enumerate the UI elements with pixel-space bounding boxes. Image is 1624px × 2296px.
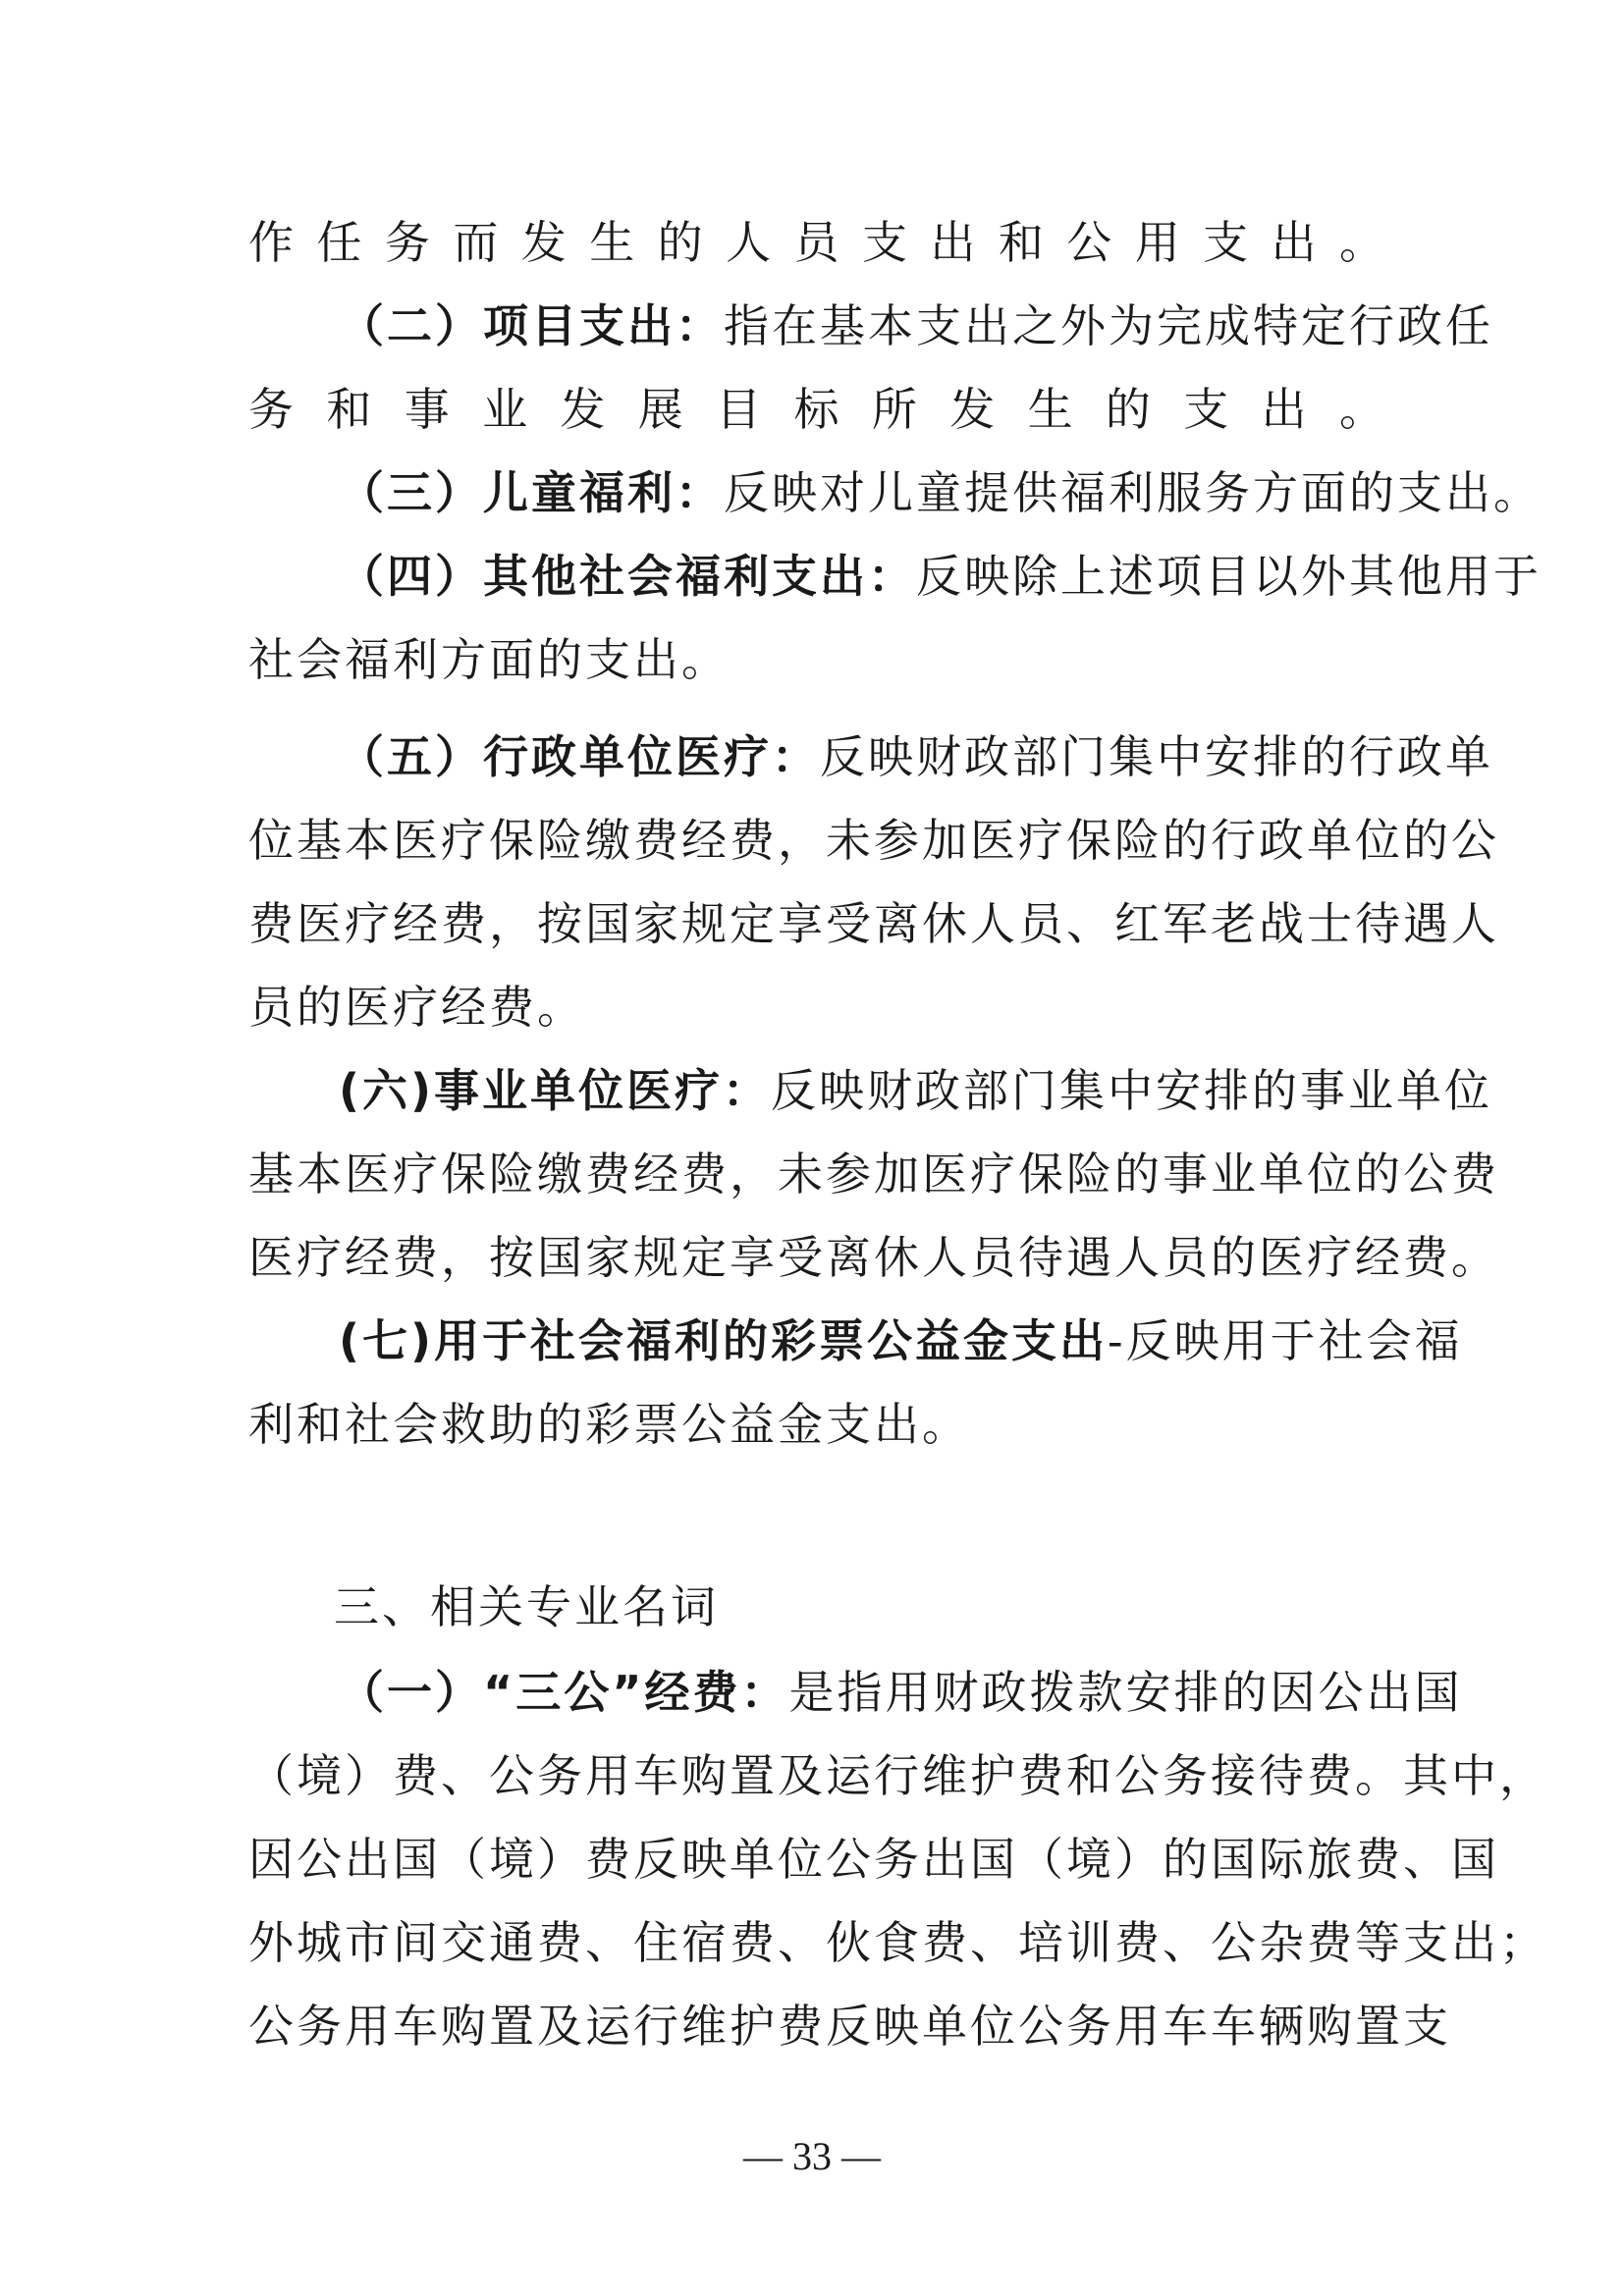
paragraph-line: 因公出国（境）费反映单位公务出国（境）的国际旅费、国 <box>248 1833 1499 1886</box>
paragraph-line: （三）儿童福利：反映对儿童提供福利服务方面的支出。 <box>339 466 1542 519</box>
term-heading: （三）儿童福利： <box>339 466 724 519</box>
paragraph-line: 基本医疗保险缴费经费，未参加医疗保险的事业单位的公费 <box>248 1148 1499 1201</box>
paragraph-line: 作任务而发生的人员支出和公用支出。 <box>248 216 1387 269</box>
paragraph-line: （一）“三公”经费：是指用财政拨款安排的因公出国 <box>339 1666 1463 1719</box>
term-heading: （二）项目支出： <box>339 299 724 352</box>
paragraph-line: 医疗经费，按国家规定享受离休人员待遇人员的医疗经费。 <box>248 1231 1499 1284</box>
paragraph-line: 外城市间交通费、住宿费、伙食费、培训费、公杂费等支出； <box>248 1916 1547 1969</box>
paragraph-line: 公务用车购置及运行维护费反映单位公务用车车辆购置支 <box>248 2000 1451 2053</box>
paragraph-line: (六)事业单位医疗：反映财政部门集中安排的事业单位 <box>339 1064 1493 1117</box>
paragraph-line: （四）其他社会福利支出：反映除上述项目以外其他用于 <box>339 550 1542 603</box>
term-heading: (六)事业单位医疗： <box>339 1064 772 1117</box>
page-number: — 33 — <box>743 2134 881 2178</box>
paragraph-line: （五）行政单位医疗：反映财政部门集中安排的行政单 <box>339 730 1493 783</box>
paragraph-line: (七)用于社会福利的彩票公益金支出-反映用于社会福 <box>339 1314 1463 1367</box>
term-heading: (七)用于社会福利的彩票公益金支出 <box>339 1314 1109 1367</box>
paragraph-line: （境）费、公务用车购置及运行维护费和公务接待费。其中， <box>248 1749 1547 1802</box>
paragraph-line: （二）项目支出：指在基本支出之外为完成特定行政任 <box>339 299 1493 352</box>
paragraph-line: 利和社会救助的彩票公益金支出。 <box>248 1398 970 1451</box>
paragraph-line: 务和事业发展目标所发生的支出。 <box>248 383 1387 436</box>
paragraph-line: 员的医疗经费。 <box>248 981 585 1034</box>
paragraph-line: 社会福利方面的支出。 <box>248 633 730 686</box>
paragraph-line: 位基本医疗保险缴费经费，未参加医疗保险的行政单位的公 <box>248 814 1499 867</box>
term-heading: （五）行政单位医疗： <box>339 730 820 783</box>
section-heading: 三、相关专业名词 <box>334 1580 719 1633</box>
term-heading: （一）“三公”经费： <box>339 1666 789 1719</box>
term-heading: （四）其他社会福利支出： <box>339 550 916 603</box>
paragraph-line: 费医疗经费，按国家规定享受离休人员、红军老战士待遇人 <box>248 897 1499 950</box>
